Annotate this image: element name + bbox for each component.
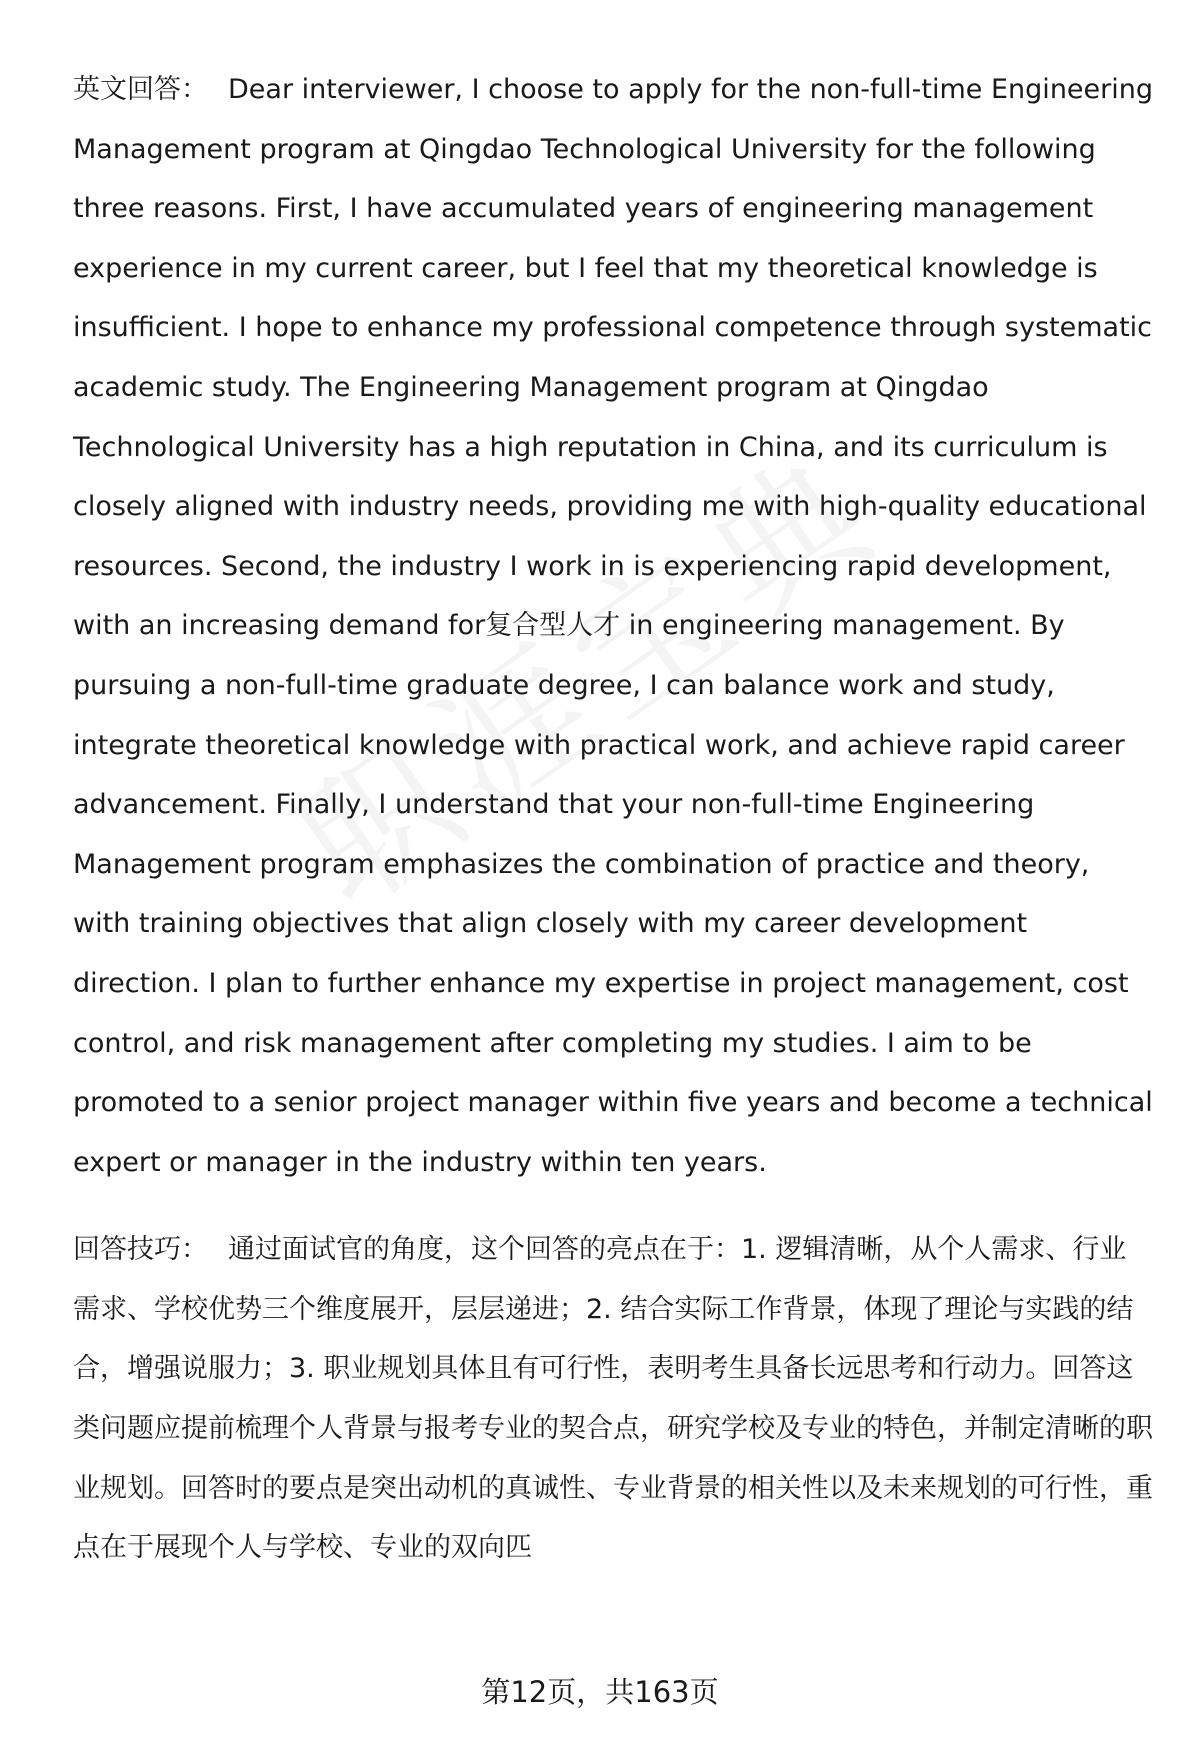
answer-tips-text: 通过面试官的角度，这个回答的亮点在于：1. 逻辑清晰，从个人需求、行业需求、学校优势三个维度展开，层层递进；2. 结合实际工作背景，体现了理论与实践的结合，增强说服力；3. 职业规划具体且有可行性，表明考生具备长远思考和行动力。回答这类问题应提前梳理个人背景与报考专业的契合点，研究学校及专业的特色，并制定清晰的职业规划。回答时的要点是突出动机的真诚性、专业背景的相关性以及未来规划的可行性，重点在于展现个人与学校、专业的双向匹 (73, 1234, 1153, 1564)
english-answer-text: Dear interviewer, I choose to apply for the non-full-time Engineering Management program at Qingdao Technological University for the following three reasons. First, I have accumulated years of engineering management experience in my current career, but I feel that my theoretical knowledge is insufficient. I hope to enhance my professional competence through systematic academic study. The Engineering Management program at Qingdao Technological University has a high reputation in China, and its curriculum is closely aligned with industry needs, providing me with high-quality educational resources. Second, the industry I work in is experiencing rapid development, with an increasing demand for复合型人才 in engineering management. By pursuing a non-full-time graduate degree, I can balance work and study, integrate theoretical knowledge with practical work, and achieve rapid career advancement. Finally, I understand that your non-full-time Engineering Management program emphasizes the combination of practice and theory, with training objectives that align closely with my career development direction. I plan to further enhance my expertise in project management, cost control, and risk management after completing my studies. I aim to be promoted to a senior project manager within five years and become a technical expert or manager in the industry within ten years. (73, 74, 1154, 1178)
page-number-footer: 第12页，共163页 (481, 1675, 719, 1709)
english-answer-label: 英文回答： (73, 74, 208, 105)
answer-tips-label: 回答技巧： (73, 1234, 208, 1266)
answer-tips-paragraph (73, 1220, 1153, 1578)
english-answer-paragraph (73, 60, 1153, 1192)
page-content (73, 60, 1153, 1578)
